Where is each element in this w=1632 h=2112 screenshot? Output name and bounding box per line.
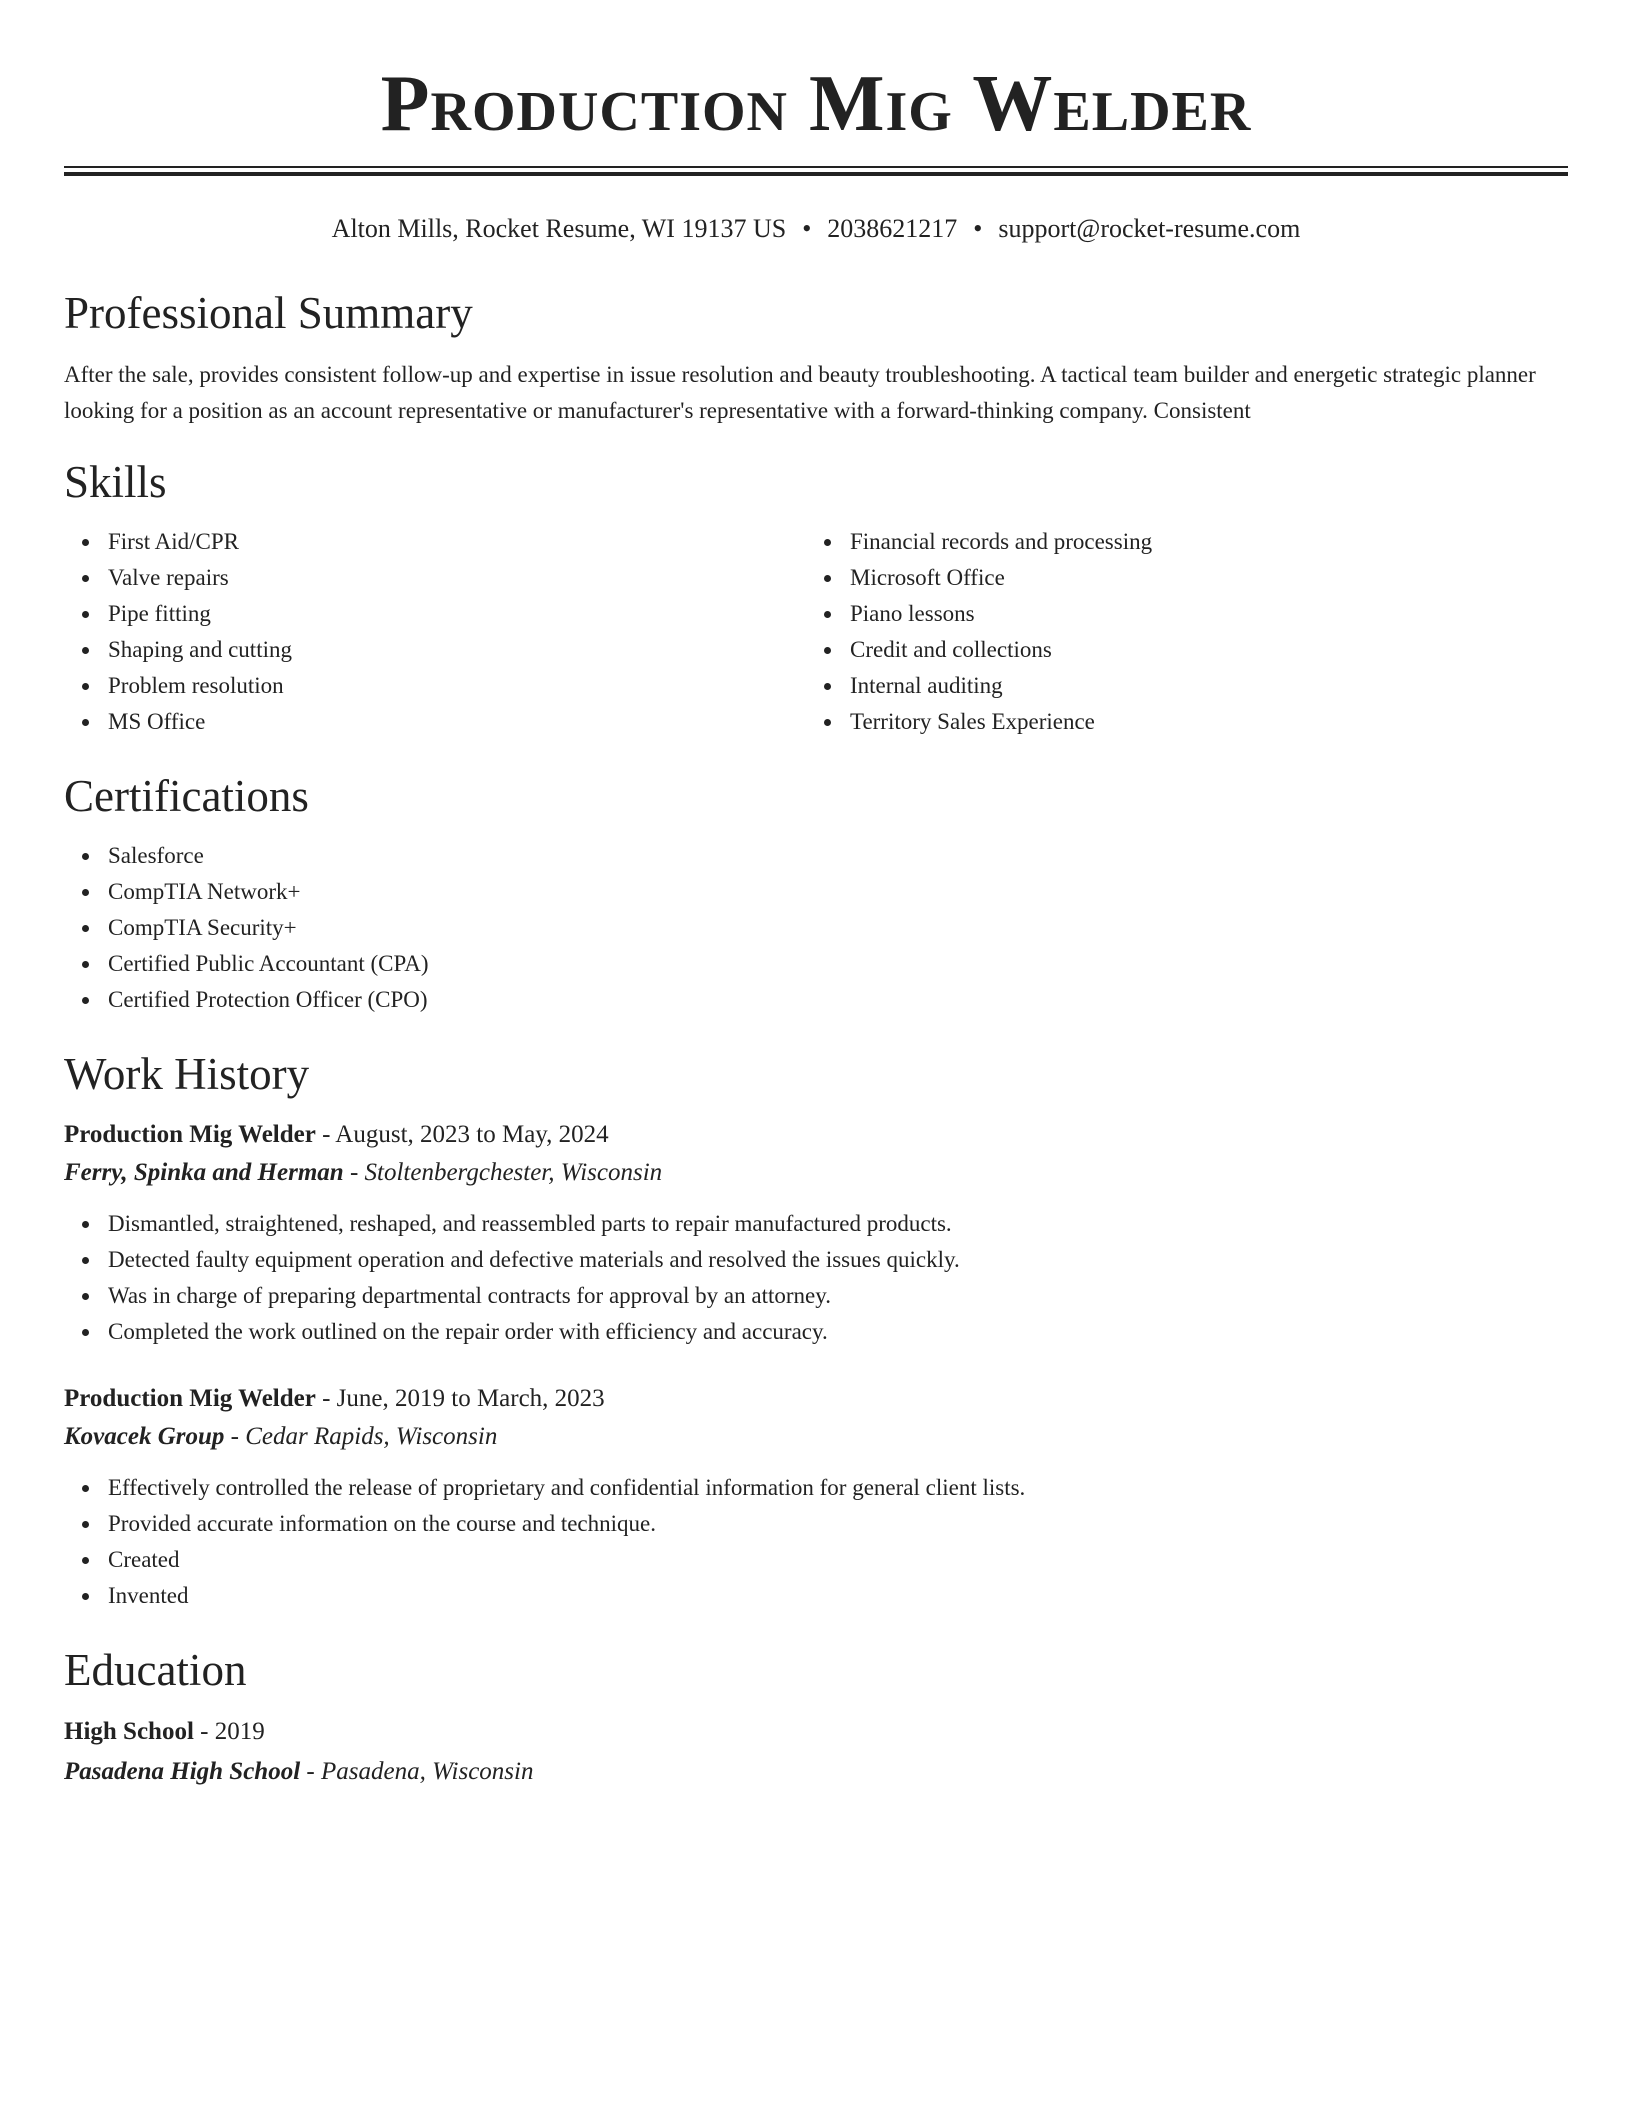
skill-item: First Aid/CPR — [64, 524, 806, 560]
skills-list-right — [806, 524, 1548, 740]
contact-email: support@rocket-resume.com — [998, 214, 1301, 243]
skill-item: Shaping and cutting — [64, 632, 806, 668]
contact-separator: • — [802, 214, 812, 243]
skill-item: Microsoft Office — [806, 560, 1548, 596]
job-company-line — [64, 1154, 1568, 1192]
job-title-line — [64, 1116, 1568, 1154]
job-title-line — [64, 1380, 1568, 1418]
job-company-line — [64, 1418, 1568, 1456]
certification-item: Salesforce — [64, 838, 1568, 874]
job-title: Production Mig Welder — [64, 1121, 316, 1148]
job-entry — [64, 1380, 1568, 1614]
resume-title: Production Mig Welder — [380, 60, 1252, 148]
job-duty: Was in charge of preparing departmental contracts for approval by an attorney. — [64, 1278, 1568, 1314]
skills-section — [64, 454, 1568, 740]
job-duty: Invented — [64, 1578, 1568, 1614]
skills-grid — [64, 524, 1568, 740]
job-company: Ferry, Spinka and Herman — [64, 1159, 344, 1186]
work-history-heading: Work History — [64, 1049, 310, 1099]
job-dates: - August, 2023 to May, 2024 — [315, 1121, 609, 1148]
certification-item: CompTIA Network+ — [64, 874, 1568, 910]
job-title: Production Mig Welder — [64, 1385, 316, 1412]
title-divider — [64, 166, 1568, 176]
education-degree: High School — [64, 1718, 194, 1745]
skill-item: Pipe fitting — [64, 596, 806, 632]
summary-text: After the sale, provides consistent follow-up and expertise in issue resolution and beauty troubleshooting. A tactical team builder and energetic strategic planner looking for a position as an account representative or manufacturer's representative with a forward-thinking company. Consistent — [64, 362, 1536, 423]
skill-item: Internal auditing — [806, 668, 1548, 704]
job-duty: Dismantled, straightened, reshaped, and reassembled parts to repair manufactured products. — [64, 1206, 1568, 1242]
education-year: - 2019 — [193, 1718, 265, 1745]
summary-section — [64, 285, 1568, 429]
education-degree-line — [64, 1712, 1568, 1752]
education-heading: Education — [64, 1645, 247, 1695]
job-duty: Provided accurate information on the course and technique. — [64, 1506, 1568, 1542]
job-company: Kovacek Group — [64, 1423, 225, 1450]
education-school-line — [64, 1752, 1568, 1792]
job-duty: Detected faulty equipment operation and defective materials and resolved the issues quickly. — [64, 1242, 1568, 1278]
skill-item: Piano lessons — [806, 596, 1548, 632]
education-section — [64, 1642, 1568, 1792]
contact-line — [64, 212, 1568, 246]
certification-item: Certified Protection Officer (CPO) — [64, 982, 1568, 1018]
job-entry — [64, 1116, 1568, 1350]
job-location: - Cedar Rapids, Wisconsin — [224, 1423, 498, 1450]
job-duty: Completed the work outlined on the repair order with efficiency and accuracy. — [64, 1314, 1568, 1350]
job-duties-list — [64, 1470, 1568, 1614]
skill-item: Territory Sales Experience — [806, 704, 1548, 740]
job-dates: - June, 2019 to March, 2023 — [315, 1385, 605, 1412]
job-location: - Stoltenbergchester, Wisconsin — [343, 1159, 663, 1186]
skill-item: Valve repairs — [64, 560, 806, 596]
certifications-section — [64, 768, 1568, 1018]
certification-item: Certified Public Accountant (CPA) — [64, 946, 1568, 982]
certifications-list — [64, 838, 1568, 1018]
summary-heading: Professional Summary — [64, 288, 473, 338]
job-duty: Effectively controlled the release of proprietary and confidential information for general client lists. — [64, 1470, 1568, 1506]
work-history-section — [64, 1046, 1568, 1614]
job-duties-list — [64, 1206, 1568, 1350]
certifications-heading: Certifications — [64, 771, 309, 821]
skill-item: Credit and collections — [806, 632, 1548, 668]
skills-heading: Skills — [64, 457, 167, 507]
skill-item: Financial records and processing — [806, 524, 1548, 560]
contact-address: Alton Mills, Rocket Resume, WI 19137 US — [331, 214, 787, 243]
education-school: Pasadena High School — [64, 1758, 301, 1785]
skills-list-left — [64, 524, 806, 740]
skill-item: Problem resolution — [64, 668, 806, 704]
contact-phone: 2038621217 — [827, 214, 958, 243]
education-location: - Pasadena, Wisconsin — [300, 1758, 534, 1785]
contact-separator: • — [973, 214, 983, 243]
skill-item: MS Office — [64, 704, 806, 740]
certification-item: CompTIA Security+ — [64, 910, 1568, 946]
job-duty: Created — [64, 1542, 1568, 1578]
